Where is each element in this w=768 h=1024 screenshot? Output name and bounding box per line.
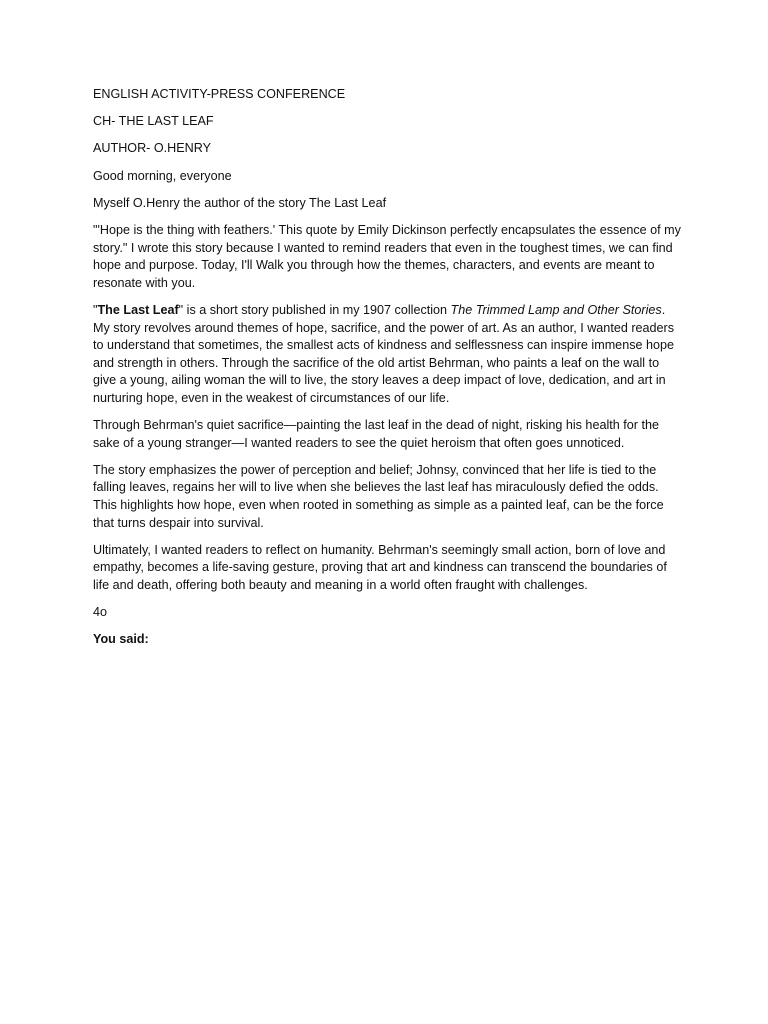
story-title: The Last Leaf [97, 302, 179, 317]
heading-author: AUTHOR- O.HENRY [93, 141, 212, 156]
model-tag: 4o [93, 605, 108, 620]
paragraph-behrman: Through Behrman's quiet sacrifice—painting the last leaf in the dead of night, risking his health for the sake of a young stranger—I wanted readers to see the quiet heroism that often goes unnoticed. [93, 418, 659, 450]
you-said-label: You said: [93, 632, 149, 647]
collection-title: The Trimmed Lamp and Other Stories [450, 302, 662, 317]
greeting: Good morning, everyone [93, 168, 232, 183]
paragraph-perception: The story emphasizes the power of perception and belief; Johnsy, convinced that her life is tied to the falling leaves, regains her will to live when she believes the last leaf has miraculously defied the odds. This highlights how hope, even when rooted in something as simple as a painted leaf, can be the force that turns despair into survival. [93, 462, 664, 530]
paragraph-quote: "'Hope is the thing with feathers.' This quote by Emily Dickinson perfectly encapsulates the essence of my story." I wrote this story because I wanted to remind readers that even in the toughest times, we can find hope and purpose. Today, I'll Walk you through how the themes, characters, and events are meant to resonate with you. [93, 222, 681, 290]
paragraph-story [93, 302, 683, 408]
story-text-rest: . My story revolves around themes of hope, sacrifice, and the power of art. As an author, I wanted readers to understand that sometimes, the smallest acts of kindness and selflessness can inspire immense hope and strength in others. Through the sacrifice of the old artist Behrman, who paints a leaf on the wall to give a young, ailing woman the will to live, the story leaves a deep impact of love, dedication, and art in nurturing hope, even in the weakest of circumstances of our life. [93, 302, 675, 405]
intro-line: Myself O.Henry the author of the story The Last Leaf [93, 195, 387, 210]
heading-activity: ENGLISH ACTIVITY-PRESS CONFERENCE [93, 87, 346, 101]
story-text-mid: " is a short story published in my 1907 collection [178, 302, 451, 317]
open-quote: " [93, 302, 98, 317]
document-page [93, 86, 683, 659]
paragraph-ultimately: Ultimately, I wanted readers to reflect on humanity. Behrman's seemingly small action, born of love and empathy, becomes a life-saving gesture, proving that art and kindness can transcend the boundaries of life and death, offering both beauty and meaning in a world often fraught with challenges. [93, 542, 667, 592]
heading-chapter: CH- THE LAST LEAF [93, 114, 214, 129]
